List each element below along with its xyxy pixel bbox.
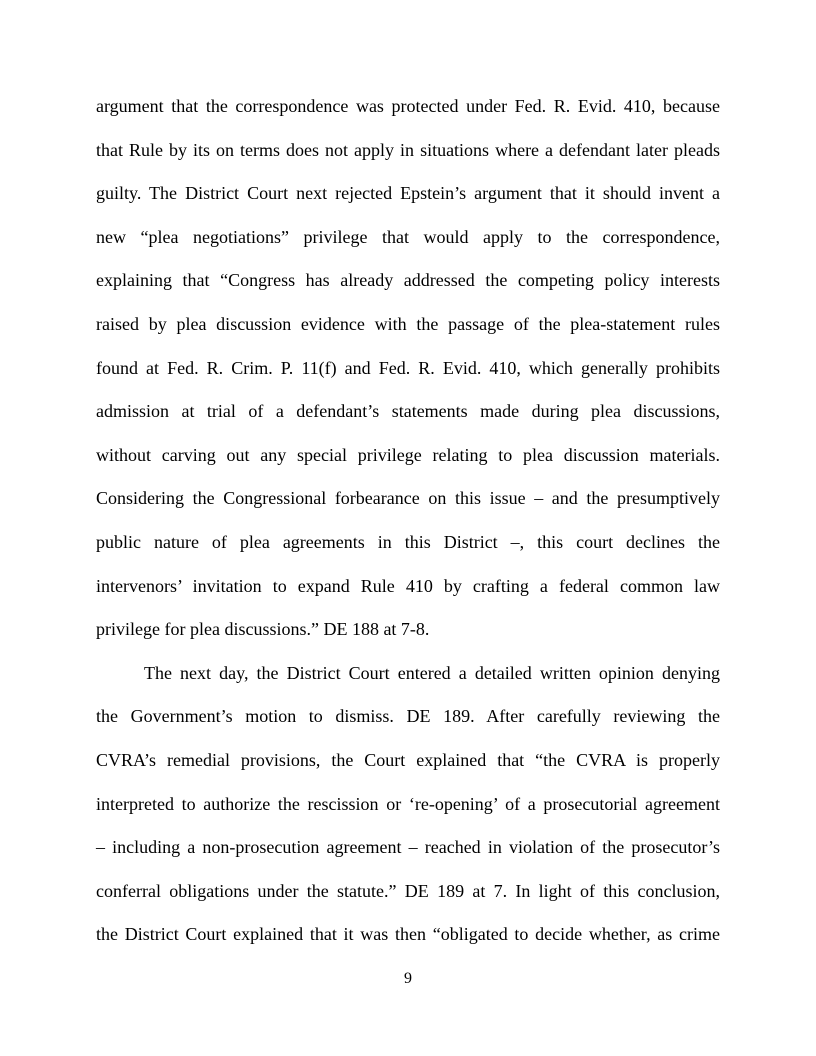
text-line: conferral obligations under the statute.” DE 189 at 7. In light of this conclusion,	[96, 880, 720, 901]
text-line: guilty. The District Court next rejected Epstein’s argument that it should invent a	[96, 183, 720, 204]
text-line: interpreted to authorize the rescission or ‘re-opening’ of a prosecutorial agreement	[96, 793, 720, 814]
text-line: raised by plea discussion evidence with the passage of the plea-statement rules	[96, 313, 720, 334]
text-line: that Rule by its on terms does not apply in situations where a defendant later pleads	[96, 139, 720, 160]
text-line: argument that the correspondence was protected under Fed. R. Evid. 410, because	[96, 96, 720, 116]
text-line: public nature of plea agreements in this District –, this court declines the	[96, 531, 720, 552]
text-line: The next day, the District Court entered a detailed written opinion denying	[144, 662, 720, 683]
text-line: explaining that “Congress has already addressed the competing policy interests	[96, 270, 720, 291]
text-line: – including a non-prosecution agreement – reached in violation of the prosecutor’s	[96, 837, 720, 858]
text-line: found at Fed. R. Crim. P. 11(f) and Fed. R. Evid. 410, which generally prohibits	[96, 357, 720, 378]
paragraph	[96, 660, 720, 965]
text-line: admission at trial of a defendant’s statements made during plea discussions,	[96, 401, 720, 422]
text-line: intervenors’ invitation to expand Rule 410 by crafting a federal common law	[96, 575, 720, 596]
text-line: privilege for plea discussions.” DE 188 at 7-8.	[96, 619, 430, 640]
text-line: without carving out any special privilege relating to plea discussion materials.	[96, 444, 720, 465]
text-line: CVRA’s remedial provisions, the Court explained that “the CVRA is properly	[96, 749, 720, 770]
text-line: the Government’s motion to dismiss. DE 189. After carefully reviewing the	[96, 706, 720, 727]
text-line: new “plea negotiations” privilege that would apply to the correspondence,	[96, 226, 720, 247]
body-text	[96, 93, 720, 965]
text-line: Considering the Congressional forbearance on this issue – and the presumptively	[96, 488, 720, 509]
paragraph	[96, 93, 720, 660]
text-line: the District Court explained that it was then “obligated to decide whether, as crime	[96, 924, 720, 945]
page-number: 9	[404, 970, 412, 987]
